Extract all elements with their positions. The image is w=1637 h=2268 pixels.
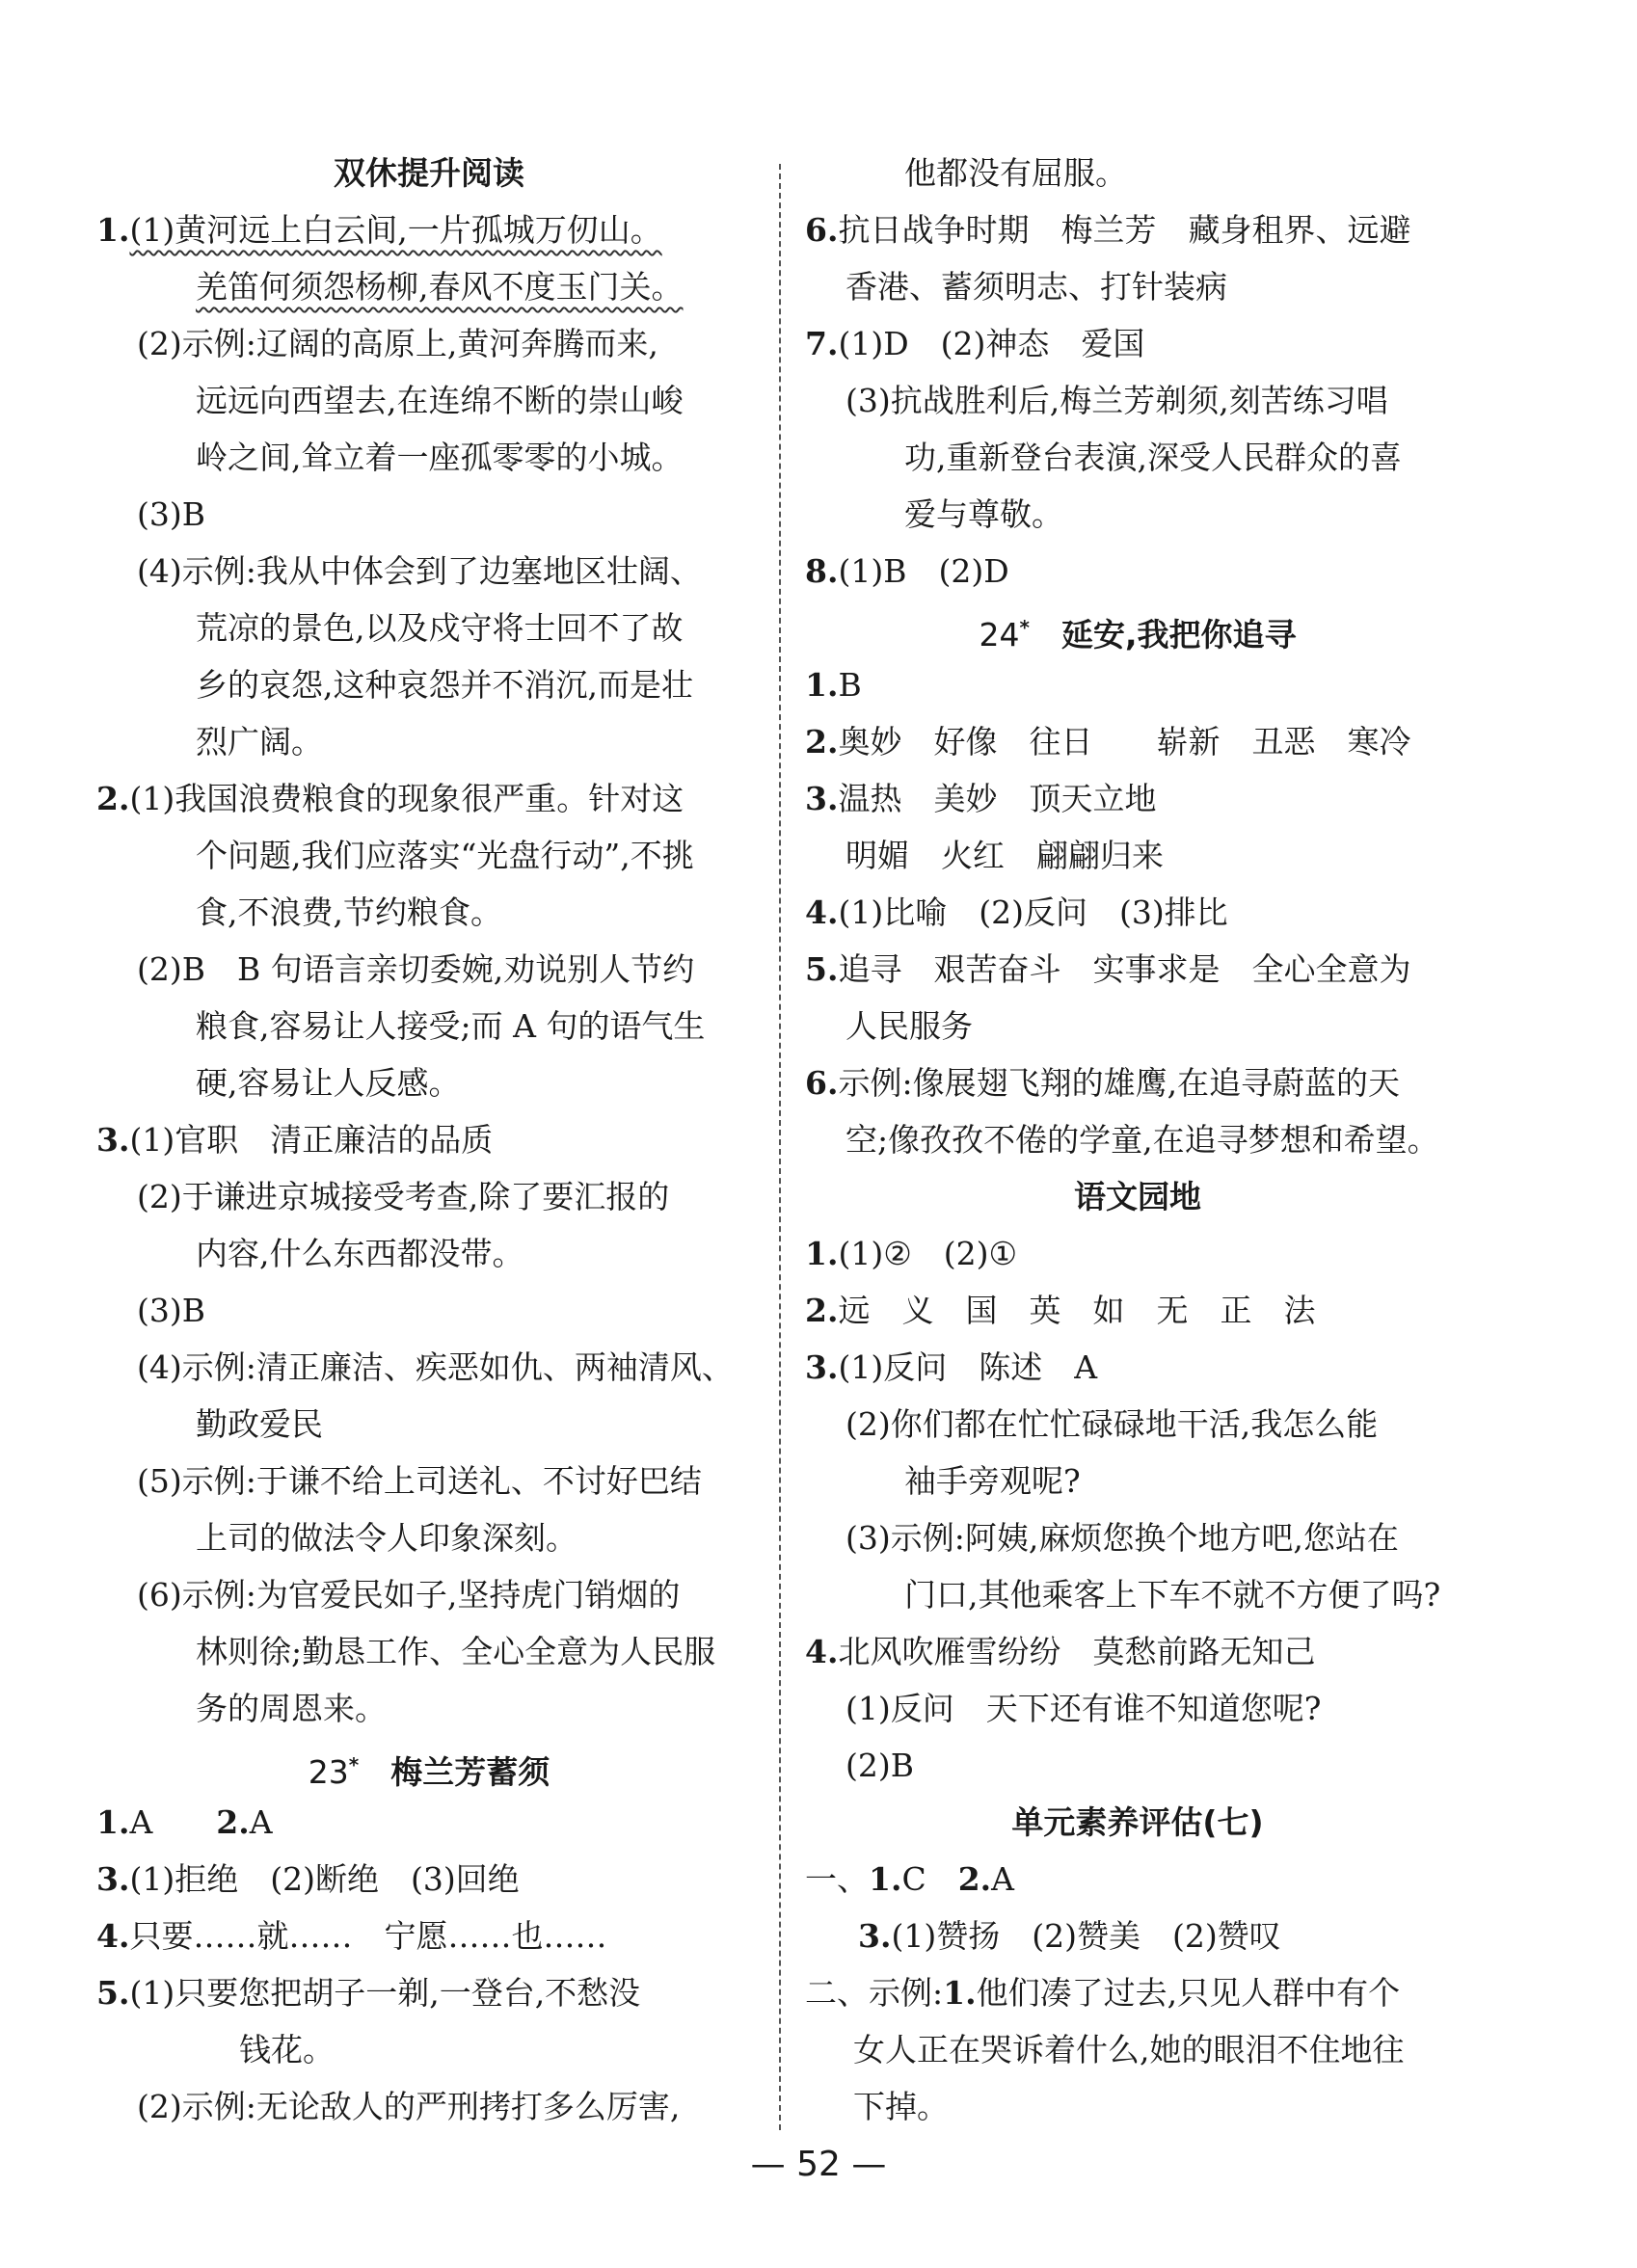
- answer-line: 一、1.C 2.A: [805, 1860, 1014, 1898]
- answer-line: 明媚 火红 翩翩归来: [845, 837, 1164, 874]
- right-column: [805, 145, 1470, 2135]
- answer-line: 8.(1)B (2)D: [805, 552, 1009, 590]
- answer-line: (6)示例:为官爱民如子,坚持虎门销烟的: [137, 1576, 681, 1614]
- answer-line: 2.奥妙 好像 往日 崭新 丑恶 寒冷: [805, 723, 1411, 760]
- column-divider: [779, 164, 781, 2130]
- answer-line: 3.(1)反问 陈述 A: [805, 1348, 1098, 1386]
- answer-line: 硬,容易让人反感。: [196, 1064, 461, 1102]
- answer-line: 7.(1)D (2)神态 爱国: [805, 325, 1145, 362]
- answer-line: 空;像孜孜不倦的学童,在追寻梦想和希望。: [845, 1121, 1439, 1159]
- answer-line: 粮食,容易让人接受;而 A 句的语气生: [196, 1007, 706, 1045]
- answer-line: 下掉。: [853, 2088, 949, 2125]
- answer-line: 3.温热 美妙 顶天立地: [805, 780, 1157, 817]
- answer-line: 爱与尊敬。: [904, 495, 1063, 533]
- answer-line: (3)示例:阿姨,麻烦您换个地方吧,您站在: [845, 1519, 1399, 1557]
- section-heading-lesson-23: 23* 梅兰芳蓄须: [308, 1753, 550, 1791]
- answer-line: 个问题,我们应落实“光盘行动”,不挑: [196, 837, 694, 874]
- answer-line: (2)于谦进京城接受考查,除了要汇报的: [137, 1178, 670, 1215]
- answer-line: 6.抗日战争时期 梅兰芳 藏身租界、远避: [805, 211, 1411, 249]
- answer-line: 2.远 义 国 英 如 无 正 法: [805, 1292, 1316, 1329]
- answer-line: 门口,其他乘客上下车不就不方便了吗?: [904, 1576, 1441, 1614]
- answer-line: 2.(1)我国浪费粮食的现象很严重。针对这: [96, 780, 684, 817]
- answer-line: 6.示例:像展翅飞翔的雄鹰,在追寻蔚蓝的天: [805, 1064, 1401, 1102]
- answer-line: (2)你们都在忙忙碌碌地干活,我怎么能: [845, 1405, 1379, 1443]
- section-heading-unit-assessment: 单元素养评估(七): [1011, 1803, 1264, 1841]
- answer-line: 1.A 2.A: [96, 1803, 273, 1841]
- answer-line: (3)B: [137, 495, 205, 533]
- answer-line: 他都没有屈服。: [904, 154, 1127, 192]
- answer-line: 远远向西望去,在连绵不断的崇山峻: [196, 382, 684, 419]
- answer-line: 岭之间,耸立着一座孤零零的小城。: [196, 439, 684, 476]
- page-number: — 52 —: [750, 2145, 887, 2184]
- answer-line: 二、示例:1.他们凑了过去,只见人群中有个: [805, 1974, 1401, 2012]
- answer-line: (5)示例:于谦不给上司送礼、不讨好巴结: [137, 1462, 702, 1500]
- left-column: [96, 145, 762, 2135]
- answer-line: 乡的哀怨,这种哀怨并不消沉,而是壮: [196, 666, 693, 704]
- answer-line: 3.(1)赞扬 (2)赞美 (2)赞叹: [858, 1917, 1281, 1955]
- answer-line: (2)B: [845, 1747, 914, 1784]
- answer-line: (3)B: [137, 1292, 205, 1329]
- answer-line: (4)示例:清正廉洁、疾恶如仇、两袖清风、: [137, 1348, 734, 1386]
- answer-line: 1.(1)② (2)①: [805, 1235, 1018, 1272]
- answer-line: 袖手旁观呢?: [904, 1462, 1081, 1500]
- answer-line: 3.(1)官职 清正廉洁的品质: [96, 1121, 494, 1159]
- answer-line: (2)示例:辽阔的高原上,黄河奔腾而来,: [137, 325, 658, 362]
- answer-line: 钱花。: [239, 2031, 335, 2068]
- answer-line: 香港、蓄须明志、打针装病: [845, 268, 1227, 306]
- answer-line: 3.(1)拒绝 (2)断绝 (3)回绝: [96, 1860, 520, 1898]
- answer-line: 羌笛何须怨杨柳,春风不度玉门关。: [196, 268, 684, 306]
- answer-line: 务的周恩来。: [196, 1690, 387, 1727]
- section-heading-lesson-24: 24* 延安,我把你追寻: [979, 616, 1297, 654]
- answer-line: (3)抗战胜利后,梅兰芳剃须,刻苦练习唱: [845, 382, 1388, 419]
- answer-line: 1.(1)黄河远上白云间,一片孤城万仞山。: [96, 211, 662, 249]
- answer-line: (2)B B 句语言亲切委婉,劝说别人节约: [137, 950, 695, 988]
- answer-line: 5.(1)只要您把胡子一剃,一登台,不愁没: [96, 1974, 641, 2012]
- answer-line: 勤政爱民: [196, 1405, 323, 1443]
- answer-line: 5.追寻 艰苦奋斗 实事求是 全心全意为: [805, 950, 1411, 988]
- answer-line: (1)反问 天下还有谁不知道您呢?: [845, 1690, 1322, 1727]
- answer-line: 食,不浪费,节约粮食。: [196, 894, 502, 931]
- answer-line: 1.B: [805, 666, 862, 704]
- section-heading-weekend-reading: 双休提升阅读: [334, 154, 524, 192]
- answer-line: 烈广阔。: [196, 723, 323, 760]
- answer-line: 林则徐;勤恳工作、全心全意为人民服: [196, 1633, 716, 1670]
- answer-line: 4.只要……就…… 宁愿……也……: [96, 1917, 607, 1955]
- answer-line: 上司的做法令人印象深刻。: [196, 1519, 577, 1557]
- answer-line: 内容,什么东西都没带。: [196, 1235, 524, 1272]
- answer-line: (4)示例:我从中体会到了边塞地区壮阔、: [137, 552, 702, 590]
- answer-line: 4.(1)比喻 (2)反问 (3)排比: [805, 894, 1228, 931]
- answer-line: 女人正在哭诉着什么,她的眼泪不住地往: [853, 2031, 1405, 2068]
- answer-line: 人民服务: [845, 1007, 973, 1045]
- answer-line: 荒凉的景色,以及戍守将士回不了故: [196, 609, 684, 647]
- answer-line: (2)示例:无论敌人的严刑拷打多么厉害,: [137, 2088, 681, 2125]
- answer-line: 4.北风吹雁雪纷纷 莫愁前路无知己: [805, 1633, 1316, 1670]
- section-heading-chinese-garden: 语文园地: [1074, 1178, 1201, 1215]
- answer-line: 功,重新登台表演,深受人民群众的喜: [904, 439, 1402, 476]
